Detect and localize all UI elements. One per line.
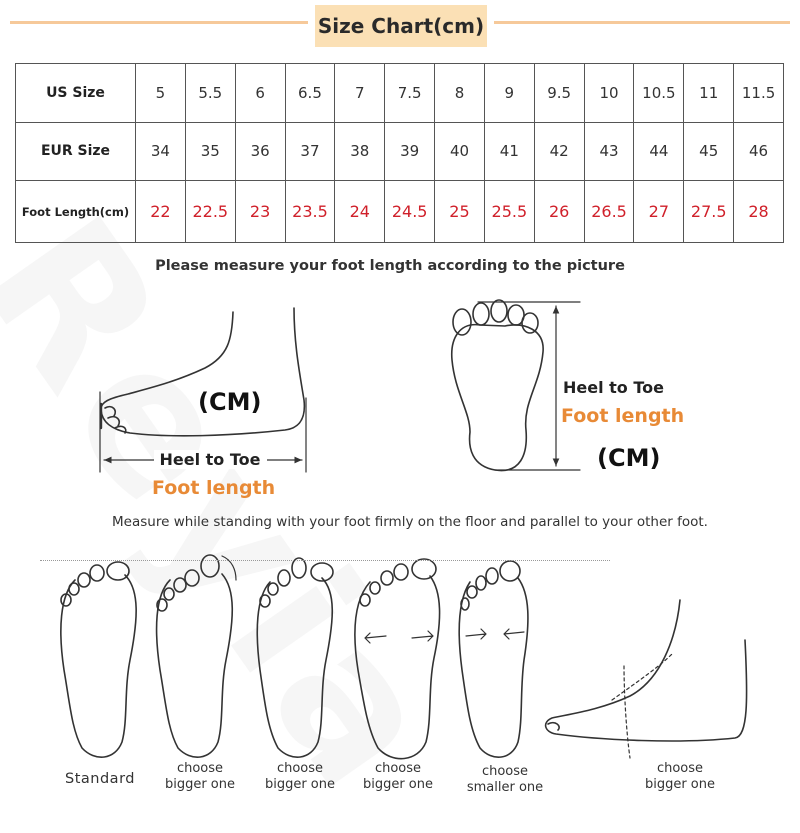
foot-type-4: [355, 559, 440, 759]
table-cell: 5: [136, 64, 186, 123]
table-cell: 11.5: [734, 64, 784, 123]
table-cell: 23: [235, 181, 285, 243]
table-cell: 25: [435, 181, 485, 243]
standing-instruction: Measure while standing with your foot firmly on the floor and parallel to your other foot.: [112, 514, 708, 530]
table-cell: 34: [136, 122, 186, 181]
table-cell: 7.5: [385, 64, 435, 123]
foot-type-3: [257, 558, 333, 757]
side-unit-label: (CM): [198, 388, 262, 416]
foot-label-standard: [50, 771, 150, 787]
table-cell: 39: [385, 122, 435, 181]
table-cell: 6.5: [285, 64, 335, 123]
row-header: US Size: [16, 64, 136, 123]
side-foot-length: Foot length: [152, 477, 276, 499]
foot-label-line1: choose: [481, 764, 529, 779]
table-cell: 42: [534, 122, 584, 181]
foot-label-line2: bigger one: [164, 777, 236, 792]
foot-label-5: [450, 764, 560, 796]
table-cell: 36: [235, 122, 285, 181]
row-header: EUR Size: [16, 122, 136, 181]
table-cell: 38: [335, 122, 385, 181]
foot-label-line1: Standard: [65, 771, 135, 787]
table-cell: 27: [634, 181, 684, 243]
sole-heel-to-toe: Heel to Toe: [563, 378, 664, 397]
table-cell: 37: [285, 122, 335, 181]
dotted-divider: [40, 560, 610, 561]
foot-label-line2: bigger one: [644, 777, 716, 792]
table-cell: 11: [684, 64, 734, 123]
foot-label-6: [630, 761, 730, 793]
foot-type-5: [459, 561, 528, 757]
foot-label-2: [150, 761, 250, 793]
table-cell: 41: [484, 122, 534, 181]
table-cell: 40: [435, 122, 485, 181]
foot-type-standard: [61, 562, 136, 757]
table-cell: 9.5: [534, 64, 584, 123]
table-cell: 28: [734, 181, 784, 243]
table-cell: 26.5: [584, 181, 634, 243]
side-foot-outline: [101, 308, 304, 436]
table-cell: 25.5: [484, 181, 534, 243]
table-cell: 5.5: [185, 64, 235, 123]
sole-foot-length: Foot length: [561, 405, 685, 427]
table-cell: 7: [335, 64, 385, 123]
table-cell: 26: [534, 181, 584, 243]
foot-label-3: [250, 761, 350, 793]
table-cell: 24.5: [385, 181, 435, 243]
table-cell: 46: [734, 122, 784, 181]
table-cell: 44: [634, 122, 684, 181]
sole-foot-outline: [452, 300, 543, 471]
table-cell: 27.5: [684, 181, 734, 243]
table-cell: 6: [235, 64, 285, 123]
sole-unit-label: (CM): [597, 444, 661, 472]
foot-label-line1: choose: [374, 761, 422, 776]
table-cell: 22.5: [185, 181, 235, 243]
chart-title: Size Chart(cm): [315, 5, 487, 47]
table-cell: 43: [584, 122, 634, 181]
table-cell: 24: [335, 181, 385, 243]
foot-type-6: [546, 600, 747, 758]
foot-label-line1: choose: [276, 761, 324, 776]
row-header: Foot Length(cm): [16, 181, 136, 243]
foot-label-line2: smaller one: [466, 780, 544, 795]
foot-label-line2: bigger one: [264, 777, 336, 792]
foot-label-line2: bigger one: [362, 777, 434, 792]
table-cell: 22: [136, 181, 186, 243]
side-heel-to-toe-text: Heel to Toe: [154, 450, 267, 469]
table-cell: 9: [484, 64, 534, 123]
foot-label-4: [348, 761, 448, 793]
table-cell: 8: [435, 64, 485, 123]
table-cell: 23.5: [285, 181, 335, 243]
table-cell: 10.5: [634, 64, 684, 123]
table-cell: 35: [185, 122, 235, 181]
foot-label-line1: choose: [176, 761, 224, 776]
foot-type-2: [157, 555, 236, 757]
foot-label-line1: choose: [656, 761, 704, 776]
side-heel-to-toe: [0, 450, 420, 469]
measure-instruction: Please measure your foot length according to the picture: [155, 258, 625, 274]
table-cell: 45: [684, 122, 734, 181]
table-cell: 10: [584, 64, 634, 123]
